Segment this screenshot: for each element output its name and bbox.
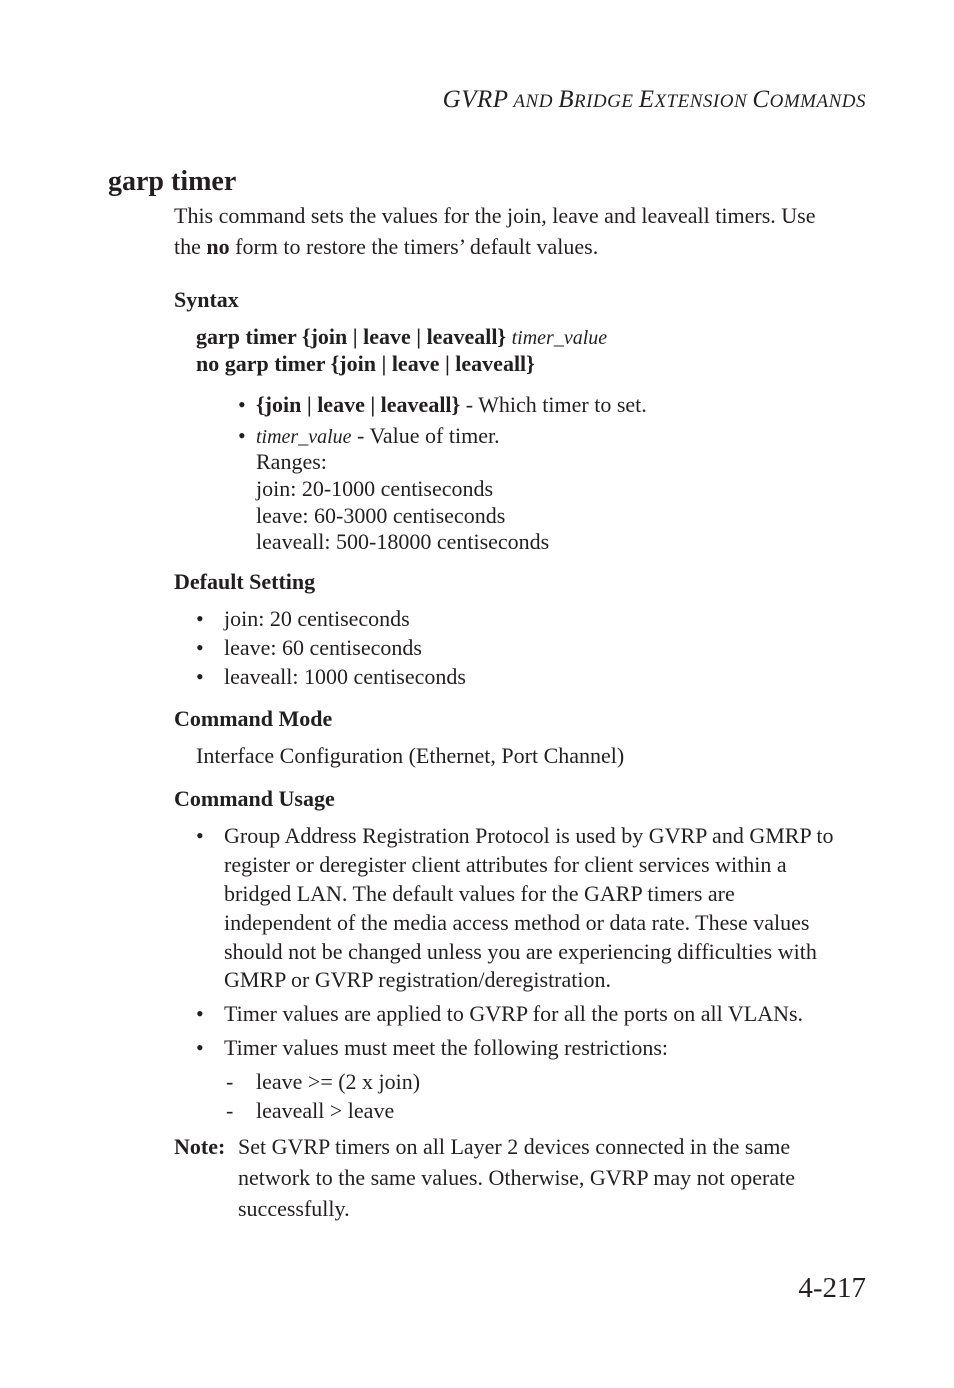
restriction-2: leaveall > leave	[256, 1098, 395, 1123]
syntax-command-2: no garp timer {join | leave | leaveall}	[196, 351, 535, 376]
note-line-1: Set GVRP timers on all Layer 2 devices connected in the same	[238, 1134, 791, 1159]
intro-line-2: the no form to restore the timers’ default values.	[174, 234, 599, 259]
bullet-marker: •	[196, 664, 204, 689]
ranges-label: Ranges:	[256, 449, 327, 474]
note-line-2: network to the same values. Otherwise, GVRP may not operate	[238, 1165, 795, 1190]
bullet-marker: •	[238, 392, 246, 417]
syntax-param-timer-value: timer_value - Value of timer.	[256, 423, 500, 448]
restriction-1: leave >= (2 x join)	[256, 1069, 421, 1094]
bullet-marker: •	[238, 423, 246, 448]
range-leaveall: leaveall: 500-18000 centiseconds	[256, 529, 550, 554]
syntax-command-1: garp timer {join | leave | leaveall} timer_value	[196, 324, 608, 349]
usage-item-1-line-1: Group Address Registration Protocol is used by GVRP and GMRP to	[224, 823, 834, 848]
usage-item-2: Timer values are applied to GVRP for all the ports on all VLANs.	[224, 1001, 804, 1026]
usage-item-1-line-4: independent of the media access method or data rate. These values	[224, 910, 810, 935]
note-label: Note:	[174, 1134, 226, 1159]
usage-item-1-line-3: bridged LAN. The default values for the GARP timers are	[224, 881, 735, 906]
bullet-marker: •	[196, 635, 204, 660]
command-mode-heading: Command Mode	[174, 706, 333, 731]
dash-marker: -	[226, 1098, 234, 1123]
note-line-3: successfully.	[238, 1196, 350, 1221]
usage-item-1-line-2: register or deregister client attributes for client services within a	[224, 852, 787, 877]
syntax-heading: Syntax	[174, 287, 239, 312]
default-setting-heading: Default Setting	[174, 569, 316, 594]
intro-line-1: This command sets the values for the join, leave and leaveall timers. Use	[174, 203, 816, 228]
usage-item-1-line-6: GMRP or GVRP registration/deregistration.	[224, 967, 611, 992]
default-leave: leave: 60 centiseconds	[224, 635, 422, 660]
bullet-marker: •	[196, 1001, 204, 1026]
command-title: garp timer	[108, 166, 237, 197]
bullet-marker: •	[196, 823, 204, 848]
bullet-marker: •	[196, 1035, 204, 1060]
default-join: join: 20 centiseconds	[224, 606, 410, 631]
command-mode-text: Interface Configuration (Ethernet, Port Channel)	[196, 743, 625, 768]
command-usage-heading: Command Usage	[174, 786, 335, 811]
running-header: GVRP AND BRIDGE EXTENSION COMMANDS	[442, 86, 866, 113]
range-leave: leave: 60-3000 centiseconds	[256, 503, 506, 528]
range-join: join: 20-1000 centiseconds	[256, 476, 494, 501]
usage-item-1-line-5: should not be changed unless you are experiencing difficulties with	[224, 939, 817, 964]
default-leaveall: leaveall: 1000 centiseconds	[224, 664, 466, 689]
usage-item-3: Timer values must meet the following restrictions:	[224, 1035, 669, 1060]
dash-marker: -	[226, 1069, 234, 1094]
syntax-param-timer-type: {join | leave | leaveall} - Which timer to set.	[256, 392, 647, 417]
bullet-marker: •	[196, 606, 204, 631]
page-number: 4-217	[798, 1272, 866, 1304]
